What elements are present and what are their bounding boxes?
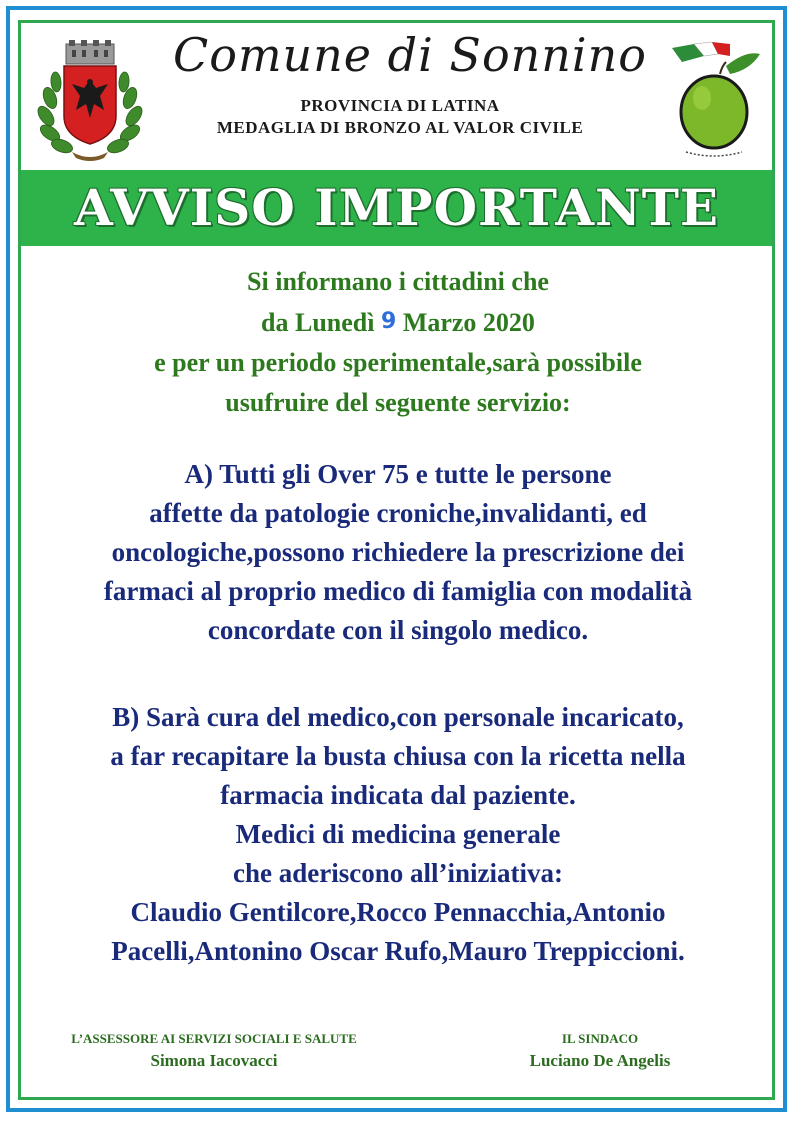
section-b-line: farmacia indicata dal paziente. [220,780,576,810]
assessore-name: Simona Iacovacci [150,1051,278,1070]
municipality-title: Comune di Sonnino [173,28,647,82]
banner-title: AVVISO IMPORTANTE [73,178,720,237]
intro-block [40,262,756,423]
intro-line: Si informano i cittadini che [247,267,549,296]
medal-label: MEDAGLIA DI BRONZO AL VALOR CIVILE [216,118,584,137]
section-a-line: farmaci al proprio medico di famiglia con modalità [103,576,693,606]
assessore-role: L’ASSESSORE AI SERVIZI SOCIALI E SALUTE [71,1031,357,1046]
section-a-line: affette da patologie croniche,invalidanti, ed [149,498,647,528]
section-b-line: che aderiscono all’iniziativa: [233,858,563,888]
section-b [30,698,766,971]
doctor-names-line: Claudio Gentilcore,Rocco Pennacchia,Antonio [130,897,666,927]
intro-line: e per un periodo sperimentale,sarà possibile [154,348,642,377]
section-b-line: a far recapitare la busta chiusa con la ricetta nella [110,741,686,771]
sindaco-signature [480,1030,720,1074]
olive-city-logo-icon [664,40,764,160]
section-a-line: concordate con il singolo medico. [207,615,589,645]
intro-line: usufruire del seguente servizio: [225,388,571,417]
doctor-names-line: Pacelli,Antonino Oscar Rufo,Mauro Treppiccioni. [111,936,685,966]
sindaco-name: Luciano De Angelis [529,1051,671,1070]
section-b-line: Medici di medicina generale [235,819,561,849]
intro-line-date [40,302,756,343]
notice-banner [21,170,772,246]
section-a [30,455,766,650]
assessore-signature [36,1030,392,1074]
section-b-line: B) Sarà cura del medico,con personale incaricato, [112,702,684,732]
date-prefix: da Lunedì [261,308,375,337]
section-a-line: oncologiche,possono richiedere la prescrizione dei [111,537,685,567]
date-day: 9 [381,309,397,334]
date-suffix: Marzo 2020 [402,308,535,337]
province-label: PROVINCIA DI LATINA [300,96,500,115]
section-a-line: A) Tutti gli Over 75 e tutte le persone [184,459,612,489]
municipal-crest-icon [32,38,148,164]
sindaco-role: IL SINDACO [561,1031,639,1046]
